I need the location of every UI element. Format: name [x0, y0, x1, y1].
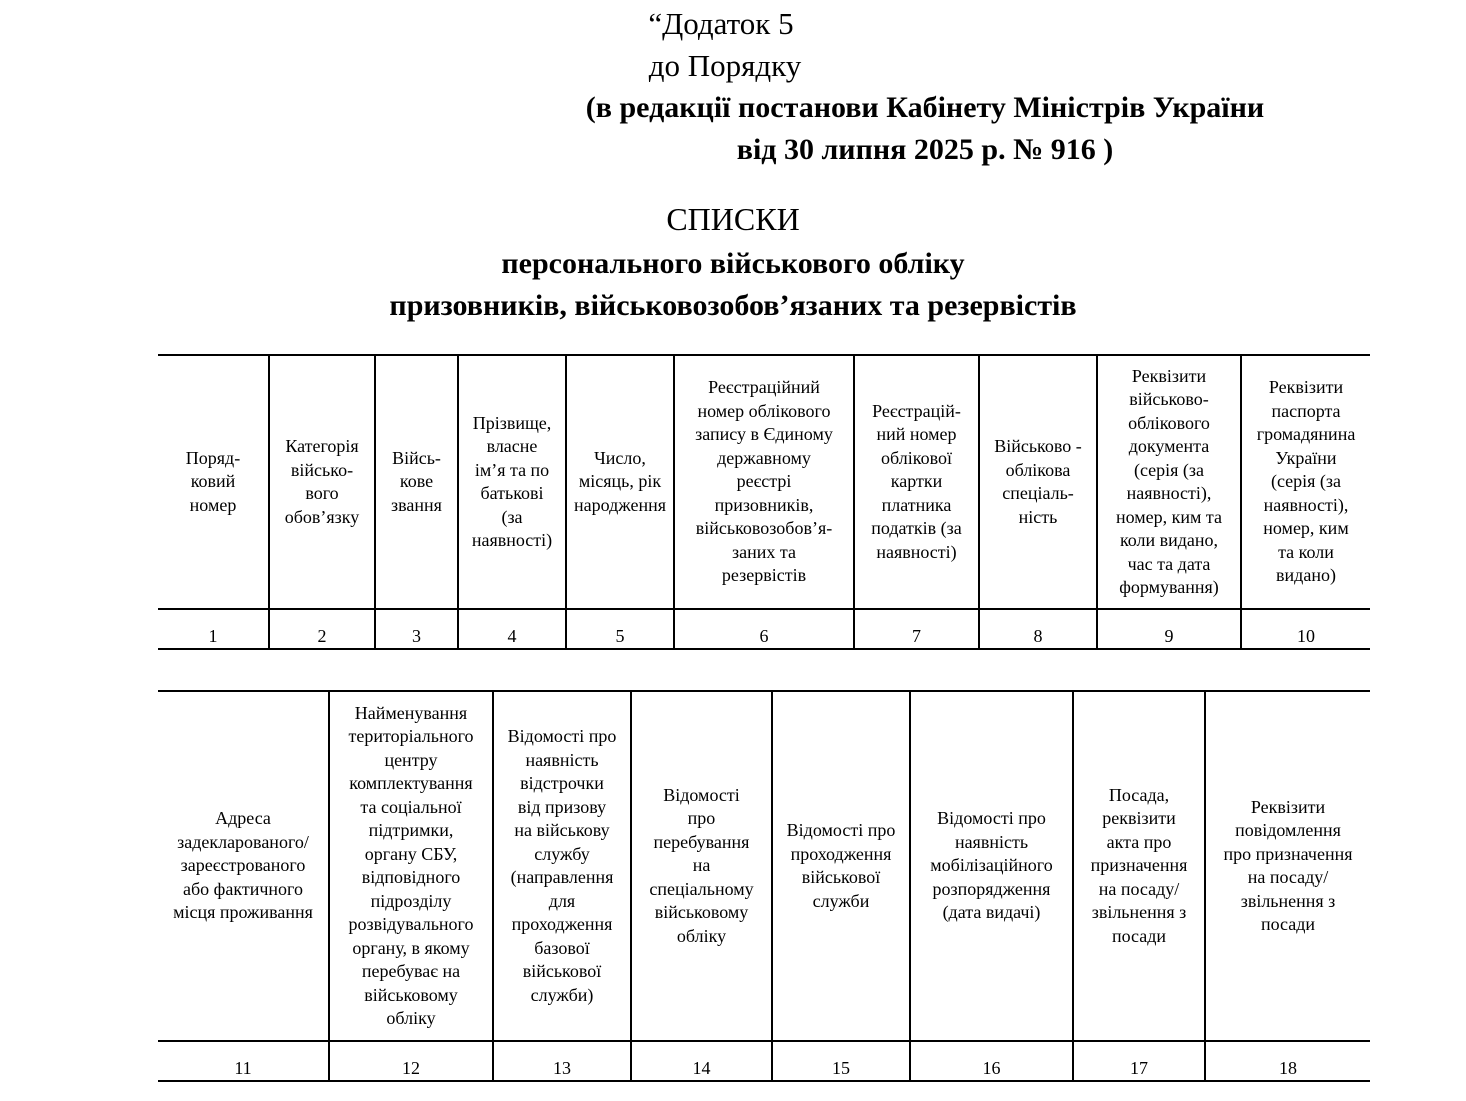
table2-number-cell: 12 — [329, 1041, 493, 1081]
table1-number-cell: 8 — [979, 609, 1097, 649]
table1-header-row — [158, 355, 1370, 609]
col11-header: Адреса задекларованого/ зареєстрованого або фактичного місця проживання — [173, 808, 313, 923]
col14-header: Відомості про перебування на спеціальному військовому обліку — [649, 784, 754, 946]
table1-number-cell: 7 — [854, 609, 979, 649]
table1-number-cell: 9 — [1097, 609, 1241, 649]
annex-line-4 — [0, 132, 1466, 168]
annex-line-2-text: до Порядку — [648, 48, 802, 83]
table1-number-cell: 2 — [269, 609, 375, 649]
col3-header: Війсь- кове звання — [391, 447, 442, 515]
table2-header-cell — [493, 691, 631, 1041]
document-subtitle-2 — [0, 288, 1466, 324]
col18-header: Реквізити повідомлення про призначення на посаду/ звільнення з посади — [1223, 796, 1353, 934]
table1-number-cell: 6 — [674, 609, 854, 649]
table1-header-cell — [979, 355, 1097, 609]
table2-number-cell: 15 — [772, 1041, 910, 1081]
table2-header-cell — [910, 691, 1073, 1041]
table1-number-cell: 10 — [1241, 609, 1370, 649]
table1-header-cell — [854, 355, 979, 609]
table2-header-cell — [329, 691, 493, 1041]
table1-number-cell: 3 — [375, 609, 458, 649]
document-title — [0, 200, 1466, 238]
table1-header-cell — [375, 355, 458, 609]
annex-line-4-text: від 30 липня 2025 р. № 916 ) — [736, 133, 1114, 166]
table1-number-row — [158, 609, 1370, 649]
table2-number-cell: 11 — [158, 1041, 329, 1081]
annex-line-1-text: “Додаток 5 — [648, 6, 794, 41]
table2-number-cell: 13 — [493, 1041, 631, 1081]
table2-header-cell — [1205, 691, 1370, 1041]
col10-header: Реквізити паспорта громадянина України (серія (за наявності), номер, ким та коли видано) — [1256, 377, 1356, 586]
table2-number-cell: 16 — [910, 1041, 1073, 1081]
title-line-3: призовників, військовозобов’язаних та резервістів — [389, 289, 1077, 322]
col8-header: Військово - облікова спеціаль- ність — [994, 436, 1082, 527]
table1-header-cell — [1241, 355, 1370, 609]
table1-header-cell — [158, 355, 269, 609]
table1-number-cell: 5 — [566, 609, 674, 649]
table1-header-cell — [566, 355, 674, 609]
col2-header: Категорія військо- вого обов’язку — [284, 436, 360, 527]
col9-header: Реквізити військово- облікового документа (серія (за наявності), номер, ким та коли видано, час та дата формування) — [1115, 365, 1222, 597]
col4-header: Прізвище, власне ім’я та по батькові (за наявності) — [471, 412, 553, 550]
table1-header-cell — [1097, 355, 1241, 609]
col12-header: Найменування територіального центру комплектування та соціальної підтримки, органу СБУ, відповідного підрозділу розвідувального органу, в якому перебуває на військовому обліку — [348, 702, 474, 1028]
table2-number-row — [158, 1041, 1370, 1081]
table2-header-cell — [631, 691, 772, 1041]
table1-header-cell — [269, 355, 375, 609]
table2-number-cell: 18 — [1205, 1041, 1370, 1081]
table2-number-cell: 14 — [631, 1041, 772, 1081]
document-subtitle-1 — [0, 246, 1466, 282]
records-table-part-2 — [158, 690, 1370, 1082]
col16-header: Відомості про наявність мобілізаційного розпорядження (дата видачі) — [930, 808, 1053, 923]
table1-number-cell: 1 — [158, 609, 269, 649]
col7-header: Реєстрацій- ний номер облікової картки платника податків (за наявності) — [871, 400, 962, 562]
title-line-1: СПИСКИ — [666, 201, 800, 237]
annex-line-3-text: (в редакції постанови Кабінету Міністрів України — [585, 91, 1265, 124]
annex-line-3 — [0, 90, 1466, 126]
col5-header: Число, місяць, рік народження — [574, 447, 666, 515]
table1-header-cell — [458, 355, 566, 609]
annex-line-2 — [0, 48, 1466, 84]
col13-header: Відомості про наявність відстрочки від призову на військову службу (направлення для проходження базової військової служби) — [507, 726, 617, 1005]
table2-header-row — [158, 691, 1370, 1041]
annex-line-1 — [0, 6, 1466, 42]
table1-header-cell — [674, 355, 854, 609]
table1-number-cell: 4 — [458, 609, 566, 649]
col15-header: Відомості про проходження військової служби — [786, 820, 896, 911]
col1-header: Поряд- ковий номер — [185, 447, 241, 515]
table2-number-cell: 17 — [1073, 1041, 1205, 1081]
col17-header: Посада, реквізити акта про призначення на посаду/ звільнення з посади — [1090, 784, 1188, 946]
title-line-2: персонального військового обліку — [501, 247, 965, 280]
col6-header: Реєстраційний номер облікового запису в Єдиному державному реєстрі призовників, військовозобов’я- заних та резервістів — [695, 377, 833, 586]
table2-header-cell — [158, 691, 329, 1041]
records-table-part-1 — [158, 354, 1370, 650]
table2-header-cell — [1073, 691, 1205, 1041]
table2-header-cell — [772, 691, 910, 1041]
